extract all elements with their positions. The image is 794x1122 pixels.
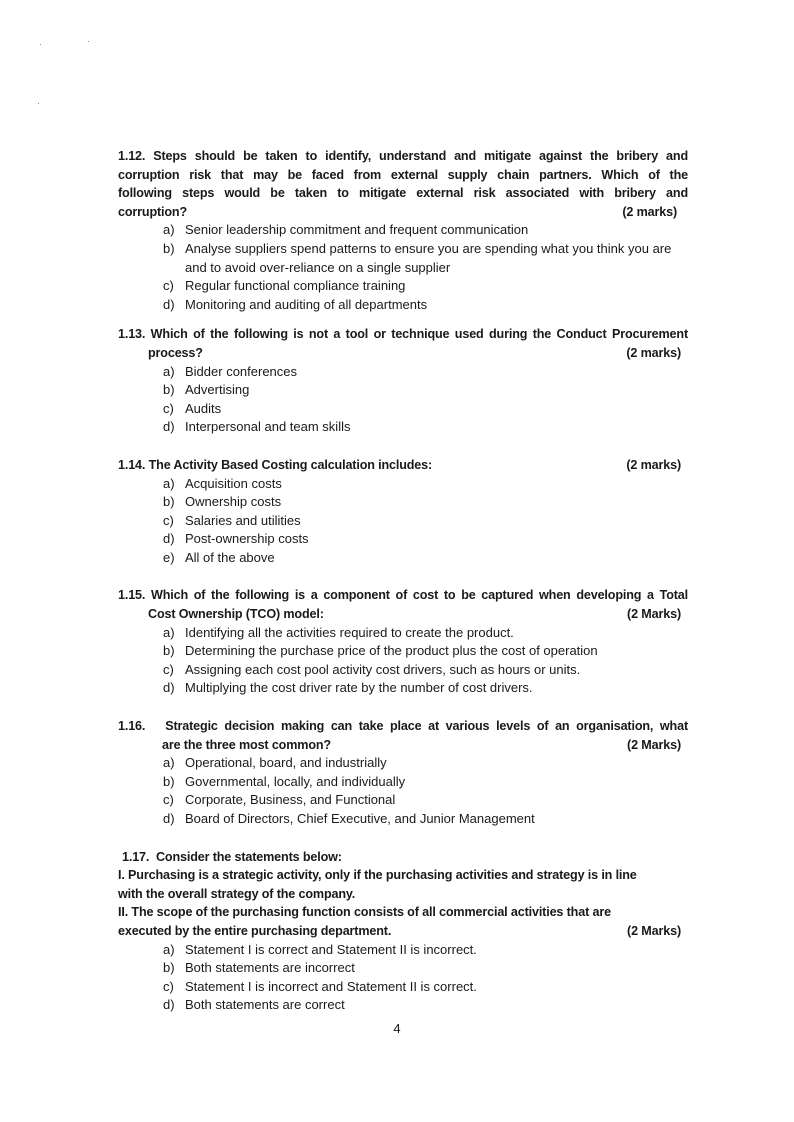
- option-label: a): [163, 363, 175, 379]
- question-stem-line: 1.13. Which of the following is not a tool or technique used during the Conduct Procurement: [118, 327, 688, 342]
- question-stem-line: corruption?: [118, 204, 188, 219]
- option-text: Statement I is incorrect and Statement II is correct.: [185, 978, 477, 994]
- option-label: b): [163, 773, 175, 789]
- scan-speck: [40, 44, 41, 45]
- question-stem-last-line: [118, 344, 688, 363]
- page-number: 4: [393, 1021, 401, 1036]
- option-label: c): [163, 400, 174, 416]
- question-stem-line: [118, 456, 688, 475]
- option-text: Salaries and utilities: [185, 512, 301, 528]
- question-stem-line: 1.16. Strategic decision making can take place at various levels of an organisation, what: [118, 719, 688, 734]
- option-text: Board of Directors, Chief Executive, and Junior Management: [185, 811, 535, 826]
- question-stem-line: following steps would be taken to mitigate external risk associated with bribery and: [118, 186, 688, 201]
- statement-1-line: I. Purchasing is a strategic activity, only if the purchasing activities and strategy is in line: [118, 868, 637, 883]
- question-1-13: [118, 325, 688, 437]
- question-stem-last-line: [118, 203, 688, 222]
- option-text: Acquisition costs: [185, 475, 282, 491]
- option-b: [163, 959, 688, 978]
- option-label: d): [163, 811, 175, 826]
- option-e: [163, 549, 688, 568]
- option-label: d): [163, 419, 175, 435]
- option-c: [163, 791, 688, 810]
- option-a: [163, 754, 688, 773]
- option-a: [163, 363, 688, 382]
- question-1-14: [118, 456, 688, 568]
- statement-2-line: executed by the entire purchasing department.: [118, 923, 392, 938]
- question-stem-line: 1.15. Which of the following is a component of cost to be captured when developing a Total: [118, 588, 688, 603]
- question-stem-line: are the three most common?: [162, 737, 331, 752]
- option-label: b): [163, 643, 175, 659]
- option-label: b): [163, 382, 175, 398]
- question-1-17: [118, 848, 688, 1015]
- option-text: Bidder conferences: [185, 363, 298, 379]
- marks-label: (2 marks): [622, 204, 677, 219]
- option-text: Post-ownership costs: [185, 531, 309, 547]
- question-stem-line: process?: [148, 345, 203, 360]
- option-d: [163, 296, 688, 315]
- option-text: Corporate, Business, and Functional: [185, 792, 396, 808]
- option-label: d): [163, 680, 175, 696]
- option-label: d): [163, 296, 175, 312]
- options-list: [118, 221, 688, 314]
- marks-label: (2 Marks): [627, 737, 681, 752]
- option-d: [163, 679, 688, 698]
- question-stem-last-line: [118, 736, 688, 755]
- option-b: [163, 493, 688, 512]
- option-text: Interpersonal and team skills: [185, 419, 351, 435]
- option-label: c): [163, 792, 174, 808]
- options-list: [118, 363, 688, 437]
- option-text: Statement I is correct and Statement II is incorrect.: [185, 941, 477, 957]
- option-c: [163, 277, 688, 296]
- option-label: a): [163, 222, 175, 238]
- question-1-16: [118, 717, 688, 829]
- option-label: a): [163, 755, 175, 771]
- statement-2-line: II. The scope of the purchasing function consists of all commercial activities that are: [118, 905, 611, 920]
- option-c: [163, 978, 688, 997]
- question-stem-last-line: [118, 605, 688, 624]
- option-c: [163, 512, 688, 531]
- marks-label: (2 Marks): [627, 923, 681, 938]
- scan-speck: [38, 103, 39, 104]
- option-label: e): [163, 549, 175, 565]
- scan-speck: [88, 41, 89, 42]
- option-d: [163, 418, 688, 437]
- option-text: Operational, board, and industrially: [185, 755, 387, 771]
- options-list: [118, 475, 688, 568]
- option-text: Assigning each cost pool activity cost drivers, such as hours or units.: [185, 661, 581, 677]
- question-stem-last-line: [118, 922, 688, 941]
- option-a: [163, 221, 688, 240]
- option-text: Ownership costs: [185, 494, 282, 510]
- option-text: Audits: [185, 400, 222, 416]
- option-text: Governmental, locally, and individually: [185, 773, 406, 789]
- option-label: c): [163, 661, 174, 677]
- option-label: b): [163, 240, 175, 256]
- option-text: All of the above: [185, 549, 275, 565]
- option-b: [163, 642, 688, 661]
- option-c: [163, 661, 688, 680]
- option-text: Multiplying the cost driver rate by the number of cost drivers.: [185, 680, 533, 696]
- marks-label: (2 marks): [626, 457, 681, 472]
- option-text: Identifying all the activities required to create the product.: [185, 624, 514, 640]
- option-label: c): [163, 978, 174, 994]
- option-label: d): [163, 997, 175, 1013]
- question-stem-line: corruption risk that may be faced from external supply chain partners. Which of the: [118, 167, 688, 182]
- option-d: [163, 996, 688, 1015]
- option-c: [163, 400, 688, 419]
- option-label: c): [163, 278, 174, 294]
- options-list: [118, 754, 688, 828]
- option-label: a): [163, 624, 175, 640]
- option-text: Determining the purchase price of the product plus the cost of operation: [185, 643, 598, 659]
- question-1-12: [118, 147, 688, 314]
- option-label: a): [163, 475, 175, 491]
- option-label: b): [163, 494, 175, 510]
- option-label: b): [163, 960, 175, 976]
- option-text: Both statements are correct: [185, 997, 345, 1013]
- question-stem-line: 1.17. Consider the statements below:: [122, 849, 342, 864]
- options-list: [118, 941, 688, 1015]
- option-a: [163, 941, 688, 960]
- question-stem-line: Cost Ownership (TCO) model:: [148, 607, 324, 622]
- marks-label: (2 Marks): [627, 607, 681, 622]
- marks-label: (2 marks): [626, 345, 681, 360]
- option-text: Regular functional compliance training: [185, 278, 406, 294]
- option-label: d): [163, 531, 175, 547]
- option-a: [163, 624, 688, 643]
- question-stem-line: 1.12. Steps should be taken to identify, understand and mitigate against the bribery and: [118, 149, 688, 163]
- option-text: Advertising: [185, 382, 250, 398]
- statement-1-line: with the overall strategy of the company.: [118, 886, 356, 901]
- option-d: [163, 810, 688, 829]
- option-d: [163, 530, 688, 549]
- question-stem-text: 1.14. The Activity Based Costing calculation includes:: [118, 457, 433, 472]
- option-b: [163, 240, 688, 277]
- option-text: Analyse suppliers spend patterns to ensure you are spending what you think you are and to avoid over-reliance on a single supplier: [185, 240, 672, 275]
- option-b: [163, 773, 688, 792]
- option-b: [163, 381, 688, 400]
- option-a: [163, 475, 688, 494]
- option-text: Both statements are incorrect: [185, 960, 355, 976]
- option-text: Senior leadership commitment and frequent communication: [185, 222, 529, 238]
- option-label: c): [163, 512, 174, 528]
- option-text: Monitoring and auditing of all departments: [185, 296, 428, 312]
- options-list: [118, 624, 688, 698]
- exam-page-content: [118, 147, 688, 1015]
- option-label: a): [163, 941, 175, 957]
- question-1-15: [118, 586, 688, 698]
